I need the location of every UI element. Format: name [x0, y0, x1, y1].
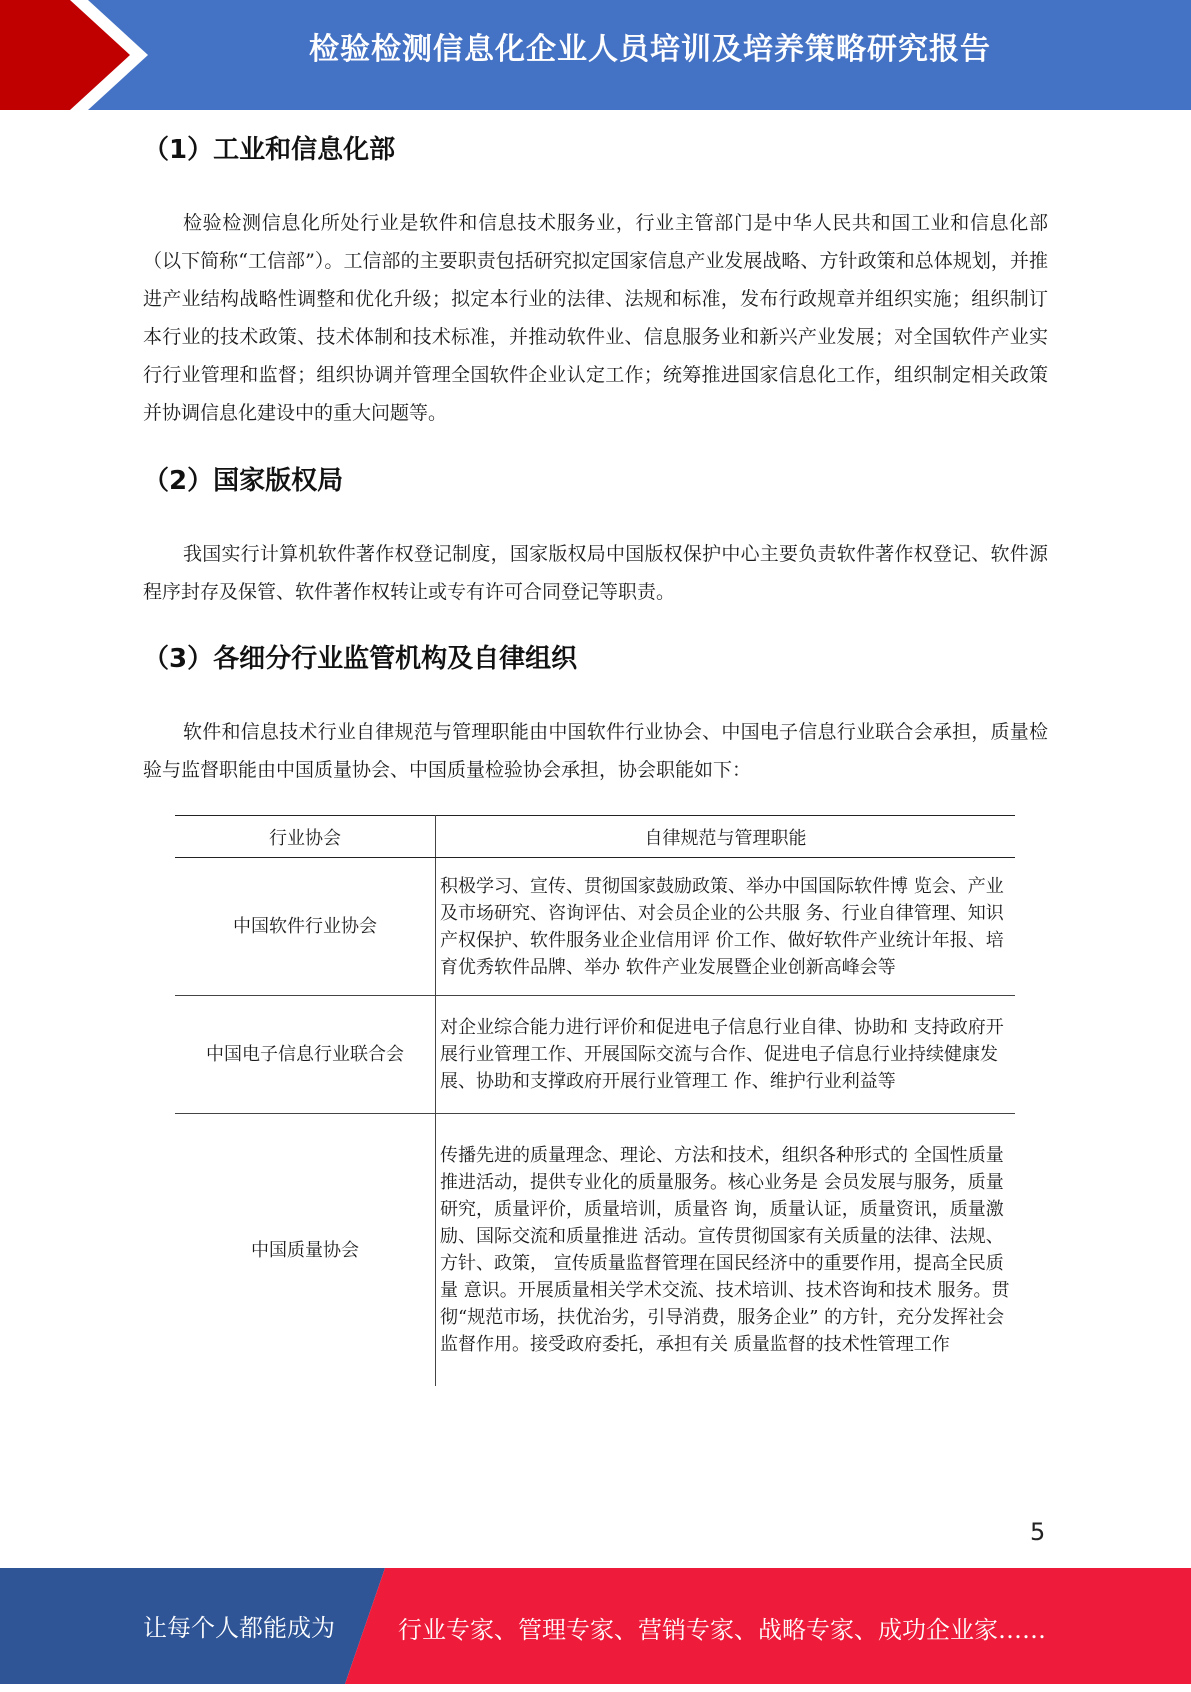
page-footer-banner: [0, 1568, 1191, 1684]
page-header-banner: [0, 0, 1191, 110]
column-header-association: 行业协会: [175, 816, 436, 858]
table-row: [175, 858, 1015, 996]
section-paragraph-miit: 检验检测信息化所处行业是软件和信息技术服务业，行业主管部门是中华人民共和国工业和信息化部（以下简称“工信部”）。工信部的主要职责包括研究拟定国家信息产业发展战略、方针政策和总体规划，并推进产业结构战略性调整和优化升级；拟定本行业的法律、法规和标准，发布行政规章并组织实施；组织制订本行业的技术政策、技术体制和技术标准，并推动软件业、信息服务业和新兴产业发展；对全国软件产业实行行业管理和监督；组织协调并管理全国软件企业认定工作；统筹推进国家信息化工作，组织制定相关政策并协调信息化建设中的重大问题等。: [143, 212, 1048, 424]
association-name: 中国电子信息行业联合会: [175, 996, 436, 1114]
table-header-row: [175, 816, 1015, 858]
association-duties: 积极学习、宣传、贯彻国家鼓励政策、举办中国国际软件博 览会、产业及市场研究、咨询评估、对会员企业的公共服 务、行业自律管理、知识产权保护、软件服务业企业信用评 价工作、做好软件产业统计年报、培育优秀软件品牌、举办 软件产业发展暨企业创新高峰会等: [436, 858, 1016, 996]
page-number: 5: [1030, 1518, 1046, 1546]
association-name: 中国软件行业协会: [175, 858, 436, 996]
table-row: [175, 996, 1015, 1114]
section-heading-miit: （1）工业和信息化部: [143, 135, 396, 165]
section-heading-copyright: （2）国家版权局: [143, 466, 344, 496]
section-paragraph-copyright: 我国实行计算机软件著作权登记制度，国家版权局中国版权保护中心主要负责软件著作权登记、软件源程序封存及保管、软件著作权转让或专有许可合同登记等职责。: [143, 543, 1048, 603]
footer-slogan-left: 让每个人都能成为: [143, 1614, 335, 1642]
association-table: [175, 815, 1015, 1386]
section-heading-associations: （3）各细分行业监管机构及自律组织: [143, 644, 578, 674]
association-name: 中国质量协会: [175, 1114, 436, 1387]
report-title: 检验检测信息化企业人员培训及培养策略研究报告: [309, 32, 991, 67]
table-row: [175, 1114, 1015, 1387]
footer-slogan-right: 行业专家、管理专家、营销专家、战略专家、成功企业家……: [398, 1616, 1046, 1644]
association-duties: 传播先进的质量理念、理论、方法和技术，组织各种形式的 全国性质量推进活动，提供专业化的质量服务。核心业务是 会员发展与服务，质量研究，质量评价，质量培训，质量咨 询，质量认证，质量资讯，质量激励、国际交流和质量推进 活动。宣传贯彻国家有关质量的法律、法规、方针、政策， 宣传质量监督管理在国民经济中的重要作用，提高全民质量 意识。开展质量相关学术交流、技术培训、技术咨询和技术 服务。贯彻“规范市场，扶优治劣，引导消费，服务企业” 的方针，充分发挥社会监督作用。接受政府委托，承担有关 质量监督的技术性管理工作: [440, 1145, 1010, 1355]
column-header-duties: 自律规范与管理职能: [436, 816, 1016, 858]
association-duties: 对企业综合能力进行评价和促进电子信息行业自律、协助和 支持政府开展行业管理工作、开展国际交流与合作、促进电子信息行业持续健康发展、协助和支撑政府开展行业管理工 作、维护行业利益等: [436, 996, 1016, 1114]
section-paragraph-associations: 软件和信息技术行业自律规范与管理职能由中国软件行业协会、中国电子信息行业联合会承担，质量检验与监督职能由中国质量协会、中国质量检验协会承担，协会职能如下：: [143, 721, 1048, 781]
